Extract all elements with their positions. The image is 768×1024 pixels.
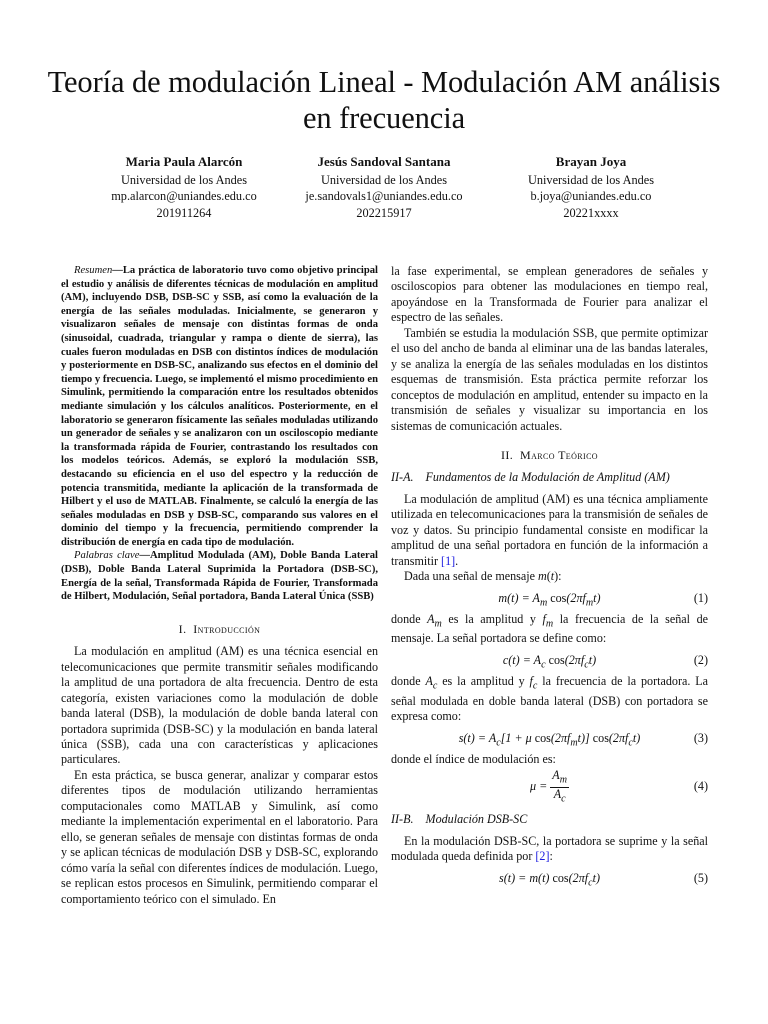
citation-link[interactable]: [2]: [535, 849, 550, 864]
intro-paragraph-1: La modulación en amplitud (AM) es una técnica esencial en telecomunicaciones que permite transmitir señales modificando la amplitud de una portadora de alta frecuencia. Dentro de esta categoría, existen variaciones como la modulación de doble banda lateral (DSB), la modulación de doble banda lateral con portadora suprimida (DSB-SC) y la modulación en banda lateral única (SSB), cada una con características y aplicaciones particulares.: [61, 644, 378, 767]
citation-link[interactable]: [1]: [441, 553, 456, 568]
section-number: II.: [500, 447, 514, 462]
subsection-heading-a: [391, 470, 708, 485]
right-paragraph-0: la fase experimental, se emplean generadores de señales y osciloscopios para obtener las modulaciones en tiempo real, apoyándose en la Transformada de Fourier para analizar el espectro de las señales.: [391, 264, 708, 325]
keywords-text: —Amplitud Modulada (AM), Doble Banda Lateral (DSB), Doble Banda Lateral Suprimida la Portadora (DSB-SC), Energía de la señal, Transformada Rápida de Fourier, Transformada de Hilbert, Modulación, Señal portadora, Banda Lateral Única (SSB): [61, 550, 378, 603]
equation-number: (3): [693, 730, 708, 745]
equation-number: (1): [693, 590, 708, 605]
abstract-text: —La práctica de laboratorio tuvo como objetivo principal el estudio y análisis de diferentes técnicas de modulación en amplitud (AM), incluyendo DSB, DSB-SC y SSB, así como la evaluación de la energía de las señales moduladas. Inicialmente, se generaron y visualizaron señales de mensaje con distintas formas de onda (sinusoidal, cuadrada, triangular y rampa o diente de sierra), las cuales fueron moduladas en DSB con distintos índices de modulación y posteriormente en DSB-SC, analizando sus efectos en el dominio del tiempo y frecuencia. Luego, se implementó el mismo procedimiento en Simulink, permitiendo la comparación entre los resultados obtenidos mediante simulación y los cálculos analíticos. Posteriormente, en el laboratorio se generaron físicamente las señales moduladas utilizando un generador de señales y se analizaron con un osciloscopio mediante la transformada rápida de Fourier, contrastando los resultados con los modelos teóricos. Además, se exploró la modulación SSB, destacando su eficiencia en el uso del espectro y la reducción de potencia transmitida, mediante la aplicación de la transformada de Hilbert y el uso de MATLAB. Finalmente, se calculó la energía de las señales moduladas en DSB y DSB-SC, comparando sus valores en el dominio del tiempo y la frecuencia, permitiendo comprender la distribución de energía en cada tipo de modulación.: [61, 265, 378, 548]
author-email: je.sandovals1@uniandes.edu.co: [305, 189, 463, 203]
section-heading-intro: [61, 622, 378, 637]
section-number: I.: [178, 621, 187, 636]
equation-4: μ = $\frac{A_m}{A_c}$ (4): [530, 768, 708, 805]
author-affiliation: Universidad de los Andes: [320, 172, 448, 187]
abstract-label: Resumen: [74, 265, 113, 276]
subsection-number: II-A.: [391, 470, 414, 485]
author-affiliation: Universidad de los Andes: [120, 172, 248, 187]
equation-5: s(t) = m(t) $\cos(2\pi f_ct)$ (5): [391, 865, 708, 892]
author-2: [264, 154, 504, 221]
section-heading-marco: [391, 448, 708, 463]
equation-2: $c(t) = A_c$ $\cos(2\pi f_ct)$ (2): [391, 647, 708, 674]
paper-title: Teoría de modulación Lineal - Modulación AM análisis en frecuencia: [47, 65, 721, 135]
subsection-title: Fundamentos de la Modulación de Amplitud (AM): [425, 470, 670, 485]
subB-paragraph-1: En la modulación DSB-SC, la portadora se suprime y la señal modulada queda definida por [2]:: [391, 833, 708, 864]
section-title: Marco Teórico: [520, 447, 598, 462]
equation-number: (5): [693, 870, 708, 885]
keywords-label: Palabras clave: [74, 550, 140, 562]
equation-1: $m(t) = A_m$ $\cos(2\pi f_mt)$ (1): [391, 585, 708, 612]
left-column: [61, 264, 378, 907]
section-title: Introducción: [193, 621, 261, 636]
equation-number: (2): [693, 652, 708, 667]
subsection-title: Modulación DSB-SC: [425, 812, 528, 827]
after-eq1-text: donde $A_m$ es la amplitud y $f_m$ la frecuencia de la señal de mensaje. La señal portadora se define como:: [391, 611, 708, 646]
author-id: 202215917: [356, 205, 412, 220]
intro-paragraph-2: En esta práctica, se busca generar, analizar y comparar estos diferentes tipos de modulación utilizando herramientas computacionales como MATLAB y Simulink, así como mediante la implementación experimental en el laboratorio. Para ello, se generan señales de mensaje con distintas formas de onda y se aplican técnicas de modulación DSB y DSB-SC, explorando cómo varía la señal con diferentes índices de modulación. Luego, se replican estos procesos en Simulink, permitiendo comparar el comportamiento teórico con el simulado. En: [61, 767, 378, 906]
author-3: [471, 154, 711, 221]
author-affiliation: Universidad de los Andes: [527, 172, 655, 187]
abstract: [61, 264, 378, 604]
right-paragraph-1: También se estudia la modulación SSB, que permite optimizar el uso del ancho de banda al eliminar una de las bandas laterales, y se analiza la energía de las señales moduladas en los distintos esquemas de transmisión. Esta práctica permite reforzar los conceptos de modulación en amplitud, entender su impacto en la transmisión de señales y visualizar su importancia en los sistemas de comunicación actuales.: [391, 325, 708, 433]
after-eq2-text: donde $A_c$ es la amplitud y $f_c$ la frecuencia de la portadora. La señal modulada en doble banda lateral (DSB) con portadora se expresa como:: [391, 673, 708, 724]
subA-paragraph-1: La modulación de amplitud (AM) es una técnica ampliamente utilizada en telecomunicaciones para la transmisión de señales de voz y datos. Su principio fundamental consiste en modificar la amplitud de una señal portadora en función de la información a transmitir [1].: [391, 491, 708, 568]
author-id: 201911264: [156, 205, 212, 220]
subsection-heading-b: [391, 812, 708, 827]
author-name: Maria Paula Alarcón: [125, 154, 243, 169]
after-eq3-text: donde el índice de modulación es:: [391, 751, 556, 766]
author-name: Jesús Sandoval Santana: [317, 154, 451, 169]
right-column: [391, 264, 708, 892]
equation-3: $s(t) = A_c[1 + \mu$ $\cos(2\pi f_mt)$] $\cos(2\pi f_ct)$ (3): [391, 725, 708, 752]
equation-number: (4): [693, 779, 708, 794]
author-name: Brayan Joya: [555, 154, 627, 169]
author-email: b.joya@uniandes.edu.co: [530, 189, 652, 203]
subsection-number: II-B.: [391, 812, 414, 827]
author-email: mp.alarcon@uniandes.edu.co: [111, 189, 257, 203]
subA-paragraph-2: Dada una señal de mensaje m(t):: [404, 569, 562, 584]
author-id: 20221xxxx: [563, 205, 619, 220]
